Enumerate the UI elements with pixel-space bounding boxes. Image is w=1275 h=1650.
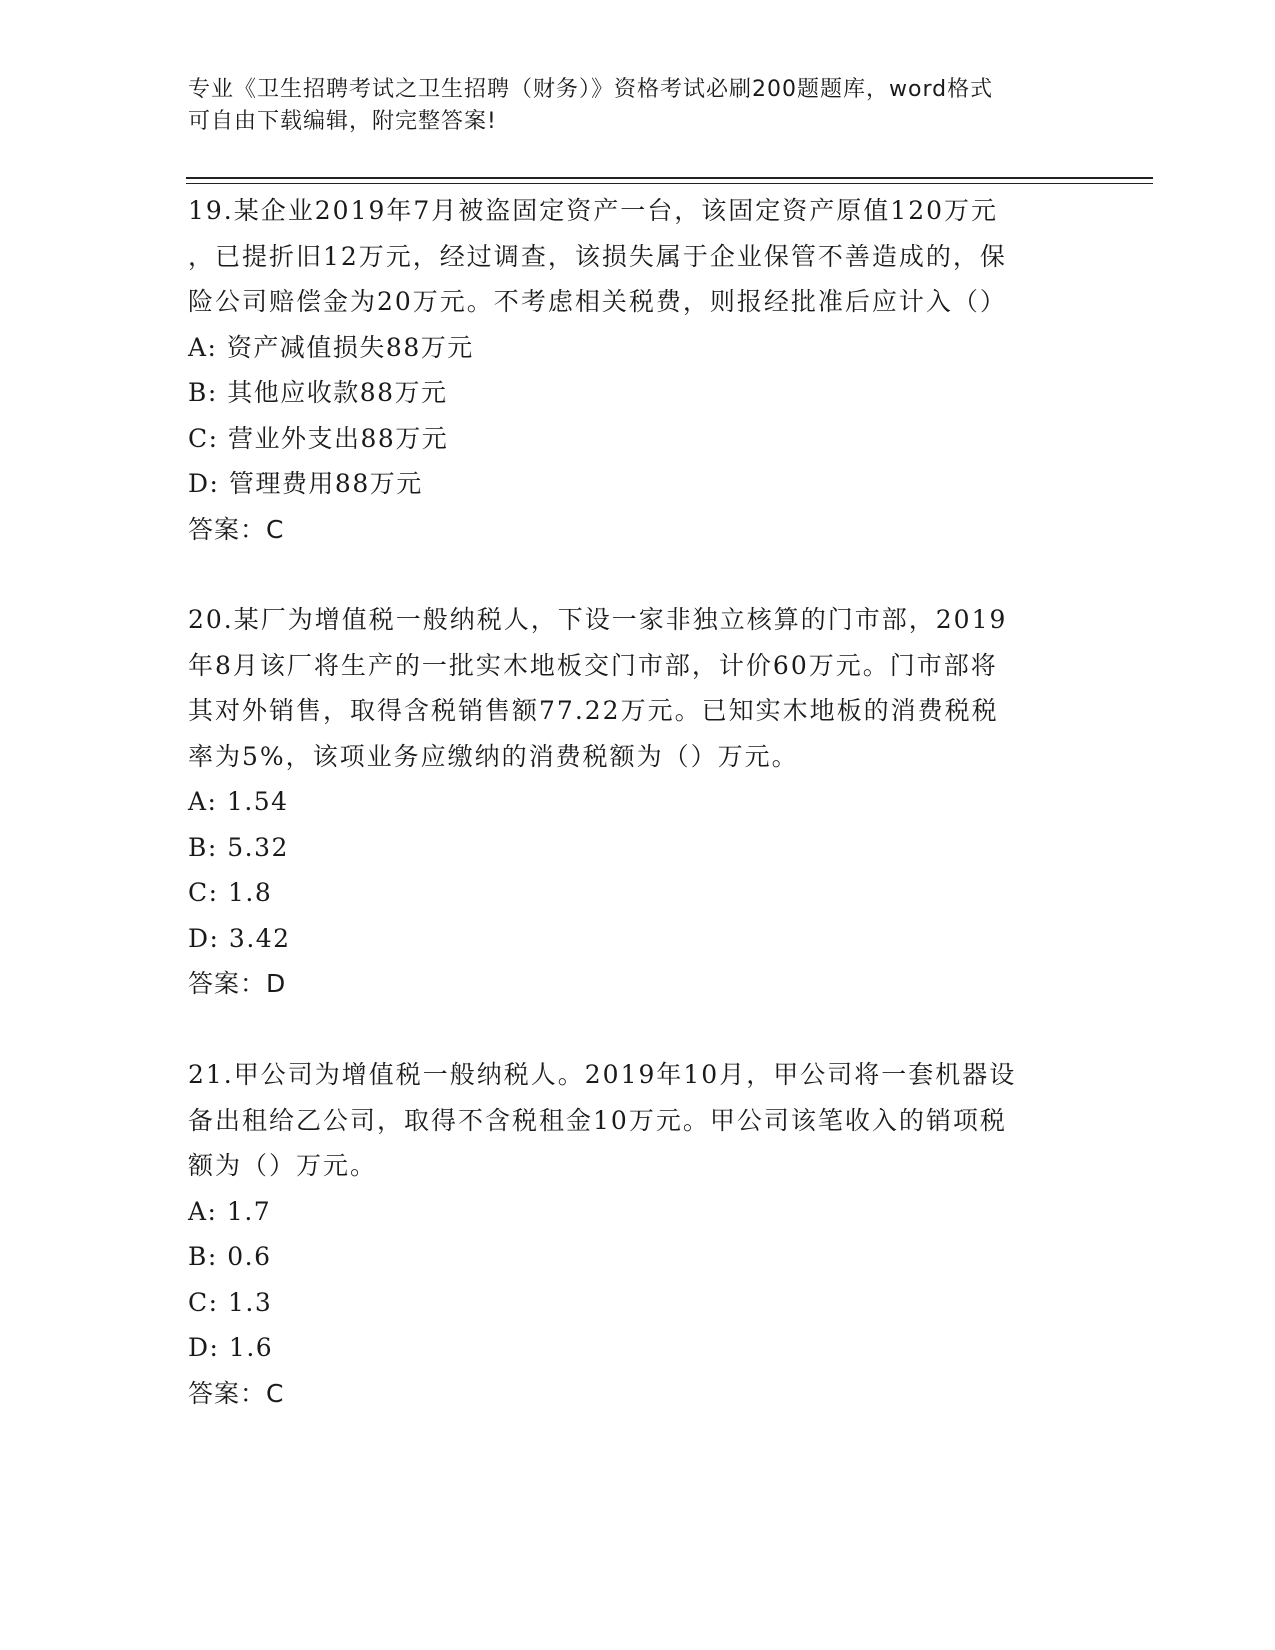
answer: 答案：C — [188, 1378, 285, 1408]
option-a: A: 资产减值损失88万元 — [188, 332, 474, 362]
option-b: B: 其他应收款88万元 — [188, 378, 448, 407]
stem-line: 险公司赔偿金为20万元。不考虑相关税费，则报经批准后应计入（） — [188, 287, 1007, 316]
option-d: D: 管理费用88万元 — [188, 469, 423, 498]
stem-line: ，已提折旧12万元，经过调查，该损失属于企业保管不善造成的，保 — [188, 241, 1007, 271]
header-divider-thick — [186, 177, 1153, 179]
option-b: B: 5.32 — [188, 832, 289, 862]
stem-line: 其对外销售，取得含税销售额77.22万元。已知实木地板的消费税税 — [188, 696, 999, 725]
question-21 — [188, 1052, 1068, 1416]
stem-line: 年8月该厂将生产的一批实木地板交门市部，计价60万元。门市部将 — [188, 650, 998, 680]
stem-line: 20.某厂为增值税一般纳税人，下设一家非独立核算的门市部，2019 — [188, 605, 1008, 634]
question-19 — [188, 188, 1068, 552]
stem-line: 19.某企业2019年7月被盗固定资产一台，该固定资产原值120万元 — [188, 196, 999, 225]
option-d: D: 3.42 — [188, 923, 291, 953]
option-a: A: 1.7 — [188, 1196, 272, 1226]
option-a: A: 1.54 — [188, 787, 289, 816]
answer: 答案：C — [188, 514, 285, 544]
answer: 答案：D — [188, 969, 287, 998]
stem-line: 额为（）万元。 — [188, 1151, 378, 1180]
option-c: C: 营业外支出88万元 — [188, 423, 449, 453]
stem-line: 21.甲公司为增值税一般纳税人。2019年10月，甲公司将一套机器设 — [188, 1060, 1017, 1089]
header-line-1: 专业《卫生招聘考试之卫生招聘（财务）》资格考试必刷200题题库，word格式 — [188, 77, 994, 102]
question-20 — [188, 597, 1068, 1007]
header-line-2: 可自由下载编辑，附完整答案! — [188, 109, 497, 134]
option-c: C: 1.8 — [188, 878, 273, 907]
document-header — [188, 74, 1068, 138]
stem-line: 率为5%，该项业务应缴纳的消费税额为（）万元。 — [188, 741, 799, 771]
header-divider-thin — [186, 183, 1153, 184]
option-b: B: 0.6 — [188, 1242, 272, 1271]
stem-line: 备出租给乙公司，取得不含税租金10万元。甲公司该笔收入的销项税 — [188, 1105, 1007, 1135]
question-stem — [188, 188, 1068, 325]
question-stem — [188, 1052, 1068, 1189]
question-stem — [188, 597, 1068, 779]
option-c: C: 1.3 — [188, 1287, 273, 1317]
option-d: D: 1.6 — [188, 1333, 274, 1362]
